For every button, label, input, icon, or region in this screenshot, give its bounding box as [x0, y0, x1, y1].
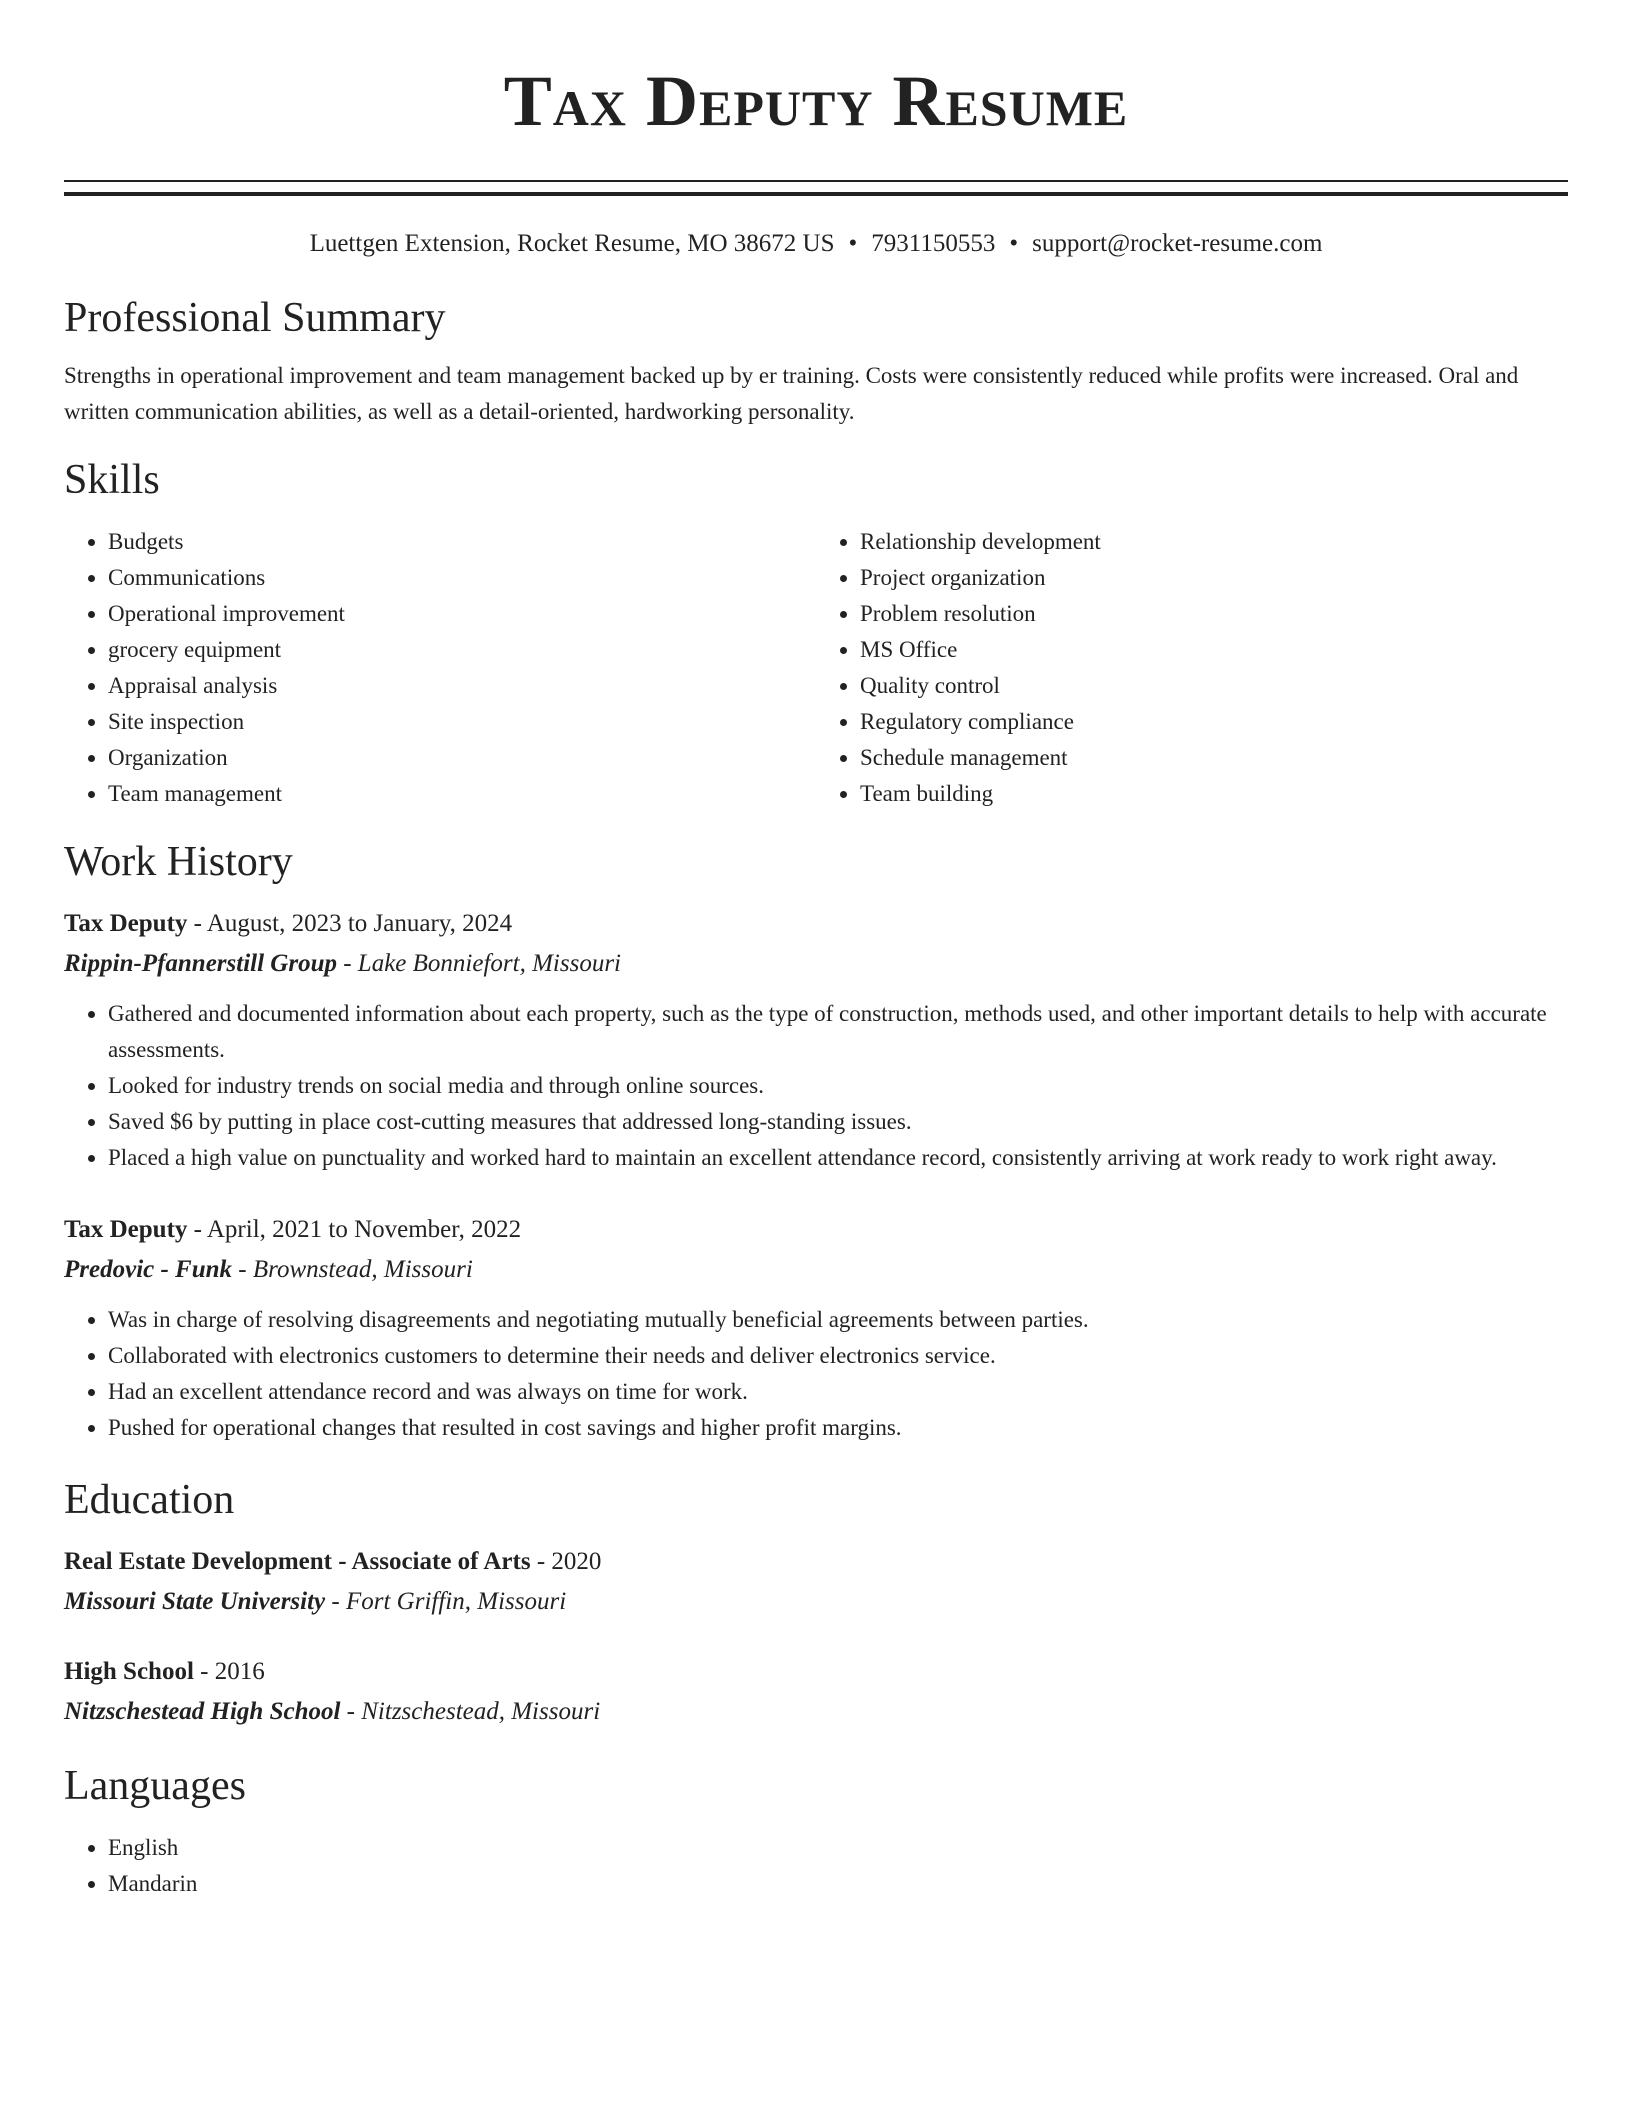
education-degree: High School: [64, 1658, 194, 1685]
job-duty: • Saved $6 by putting in place cost-cutting measures that addressed long-standing issues.: [108, 1104, 1568, 1140]
skill-item: • Communications: [108, 560, 816, 596]
skill-item: • Operational improvement: [108, 596, 816, 632]
job-location: - Brownstead, Missouri: [232, 1256, 473, 1283]
job-title: Tax Deputy: [64, 910, 188, 937]
skills-section: [64, 452, 1568, 812]
skill-item: • Site inspection: [108, 704, 816, 740]
skill-item: • Team building: [860, 776, 1568, 812]
job-duty: • Looked for industry trends on social media and through online sources.: [108, 1068, 1568, 1104]
job-header: [64, 904, 1568, 944]
job-header: [64, 1210, 1568, 1250]
job-duty: • Was in charge of resolving disagreements and negotiating mutually beneficial agreements between parties.: [108, 1302, 1568, 1338]
education-school: Nitzschestead High School: [64, 1698, 341, 1725]
education-degree: Real Estate Development - Associate of Arts: [64, 1548, 531, 1575]
job-duty: • Placed a high value on punctuality and worked hard to maintain an excellent attendance record, consistently arriving at work ready to work right away.: [108, 1140, 1568, 1176]
section-heading-summary: Professional Summary: [64, 295, 446, 341]
skills-grid: [64, 524, 1568, 812]
skill-item: • Regulatory compliance: [860, 704, 1568, 740]
job-location: - Lake Bonniefort, Missouri: [336, 950, 621, 977]
resume-title: Tax Deputy Resume: [503, 61, 1129, 141]
skill-item: • Project organization: [860, 560, 1568, 596]
job-dates: - April, 2021 to November, 2022: [187, 1216, 522, 1243]
skill-item: • Quality control: [860, 668, 1568, 704]
professional-summary-section: [64, 290, 1568, 430]
job-entry: [64, 904, 1568, 1176]
section-heading-languages: Languages: [64, 1763, 246, 1809]
job-duty: • Gathered and documented information about each property, such as the type of construction, methods used, and other important details to help with accurate assessments.: [108, 996, 1568, 1068]
education-location: - Fort Griffin, Missouri: [325, 1588, 567, 1615]
education-header: [64, 1652, 1568, 1692]
education-year: - 2016: [193, 1658, 265, 1685]
languages-list: [64, 1830, 1568, 1902]
education-school: Missouri State University: [64, 1588, 326, 1615]
education-location: - Nitzschestead, Missouri: [340, 1698, 601, 1725]
education-year: - 2020: [530, 1548, 602, 1575]
education-entry: [64, 1542, 1568, 1622]
job-employer-line: [64, 1250, 1568, 1290]
section-heading-skills: Skills: [64, 457, 160, 503]
job-duties-list: [64, 1302, 1568, 1446]
education-school-line: [64, 1582, 1568, 1622]
job-duty: • Collaborated with electronics customers to determine their needs and deliver electronics service.: [108, 1338, 1568, 1374]
job-duty: • Pushed for operational changes that resulted in cost savings and higher profit margins.: [108, 1410, 1568, 1446]
language-item: • Mandarin: [108, 1866, 1568, 1902]
education-entry: [64, 1652, 1568, 1732]
contact-separator: •: [1009, 230, 1019, 257]
job-duty: • Had an excellent attendance record and was always on time for work.: [108, 1374, 1568, 1410]
section-heading-education: Education: [64, 1477, 235, 1523]
work-history-section: [64, 834, 1568, 1446]
skill-item: • Organization: [108, 740, 816, 776]
skill-item: • grocery equipment: [108, 632, 816, 668]
job-title: Tax Deputy: [64, 1216, 188, 1243]
education-school-line: [64, 1692, 1568, 1732]
skill-item: • Schedule management: [860, 740, 1568, 776]
skill-item: • MS Office: [860, 632, 1568, 668]
language-item: • English: [108, 1830, 1568, 1866]
title-divider: [64, 180, 1568, 196]
job-entry: [64, 1210, 1568, 1446]
skill-item: • Appraisal analysis: [108, 668, 816, 704]
contact-line: [64, 226, 1568, 262]
contact-separator: •: [848, 230, 858, 257]
summary-text: Strengths in operational improvement and team management backed up by er training. Costs were consistently reduced while profits were increased. Oral and written communication abilities, as well as a detail-oriented, hardworking personality.: [64, 363, 1519, 424]
contact-email: support@rocket-resume.com: [1032, 230, 1323, 257]
education-header: [64, 1542, 1568, 1582]
job-dates: - August, 2023 to January, 2024: [187, 910, 513, 937]
job-company: Predovic - Funk: [64, 1256, 233, 1283]
job-employer-line: [64, 944, 1568, 984]
education-section: [64, 1472, 1568, 1732]
languages-section: [64, 1758, 1568, 1902]
skill-item: • Team management: [108, 776, 816, 812]
skill-item: • Budgets: [108, 524, 816, 560]
contact-address: Luettgen Extension, Rocket Resume, MO 38672 US: [309, 230, 835, 257]
skills-column-right: [816, 524, 1568, 812]
contact-phone: 7931150553: [871, 230, 996, 257]
job-company: Rippin-Pfannerstill Group: [64, 950, 337, 977]
skill-item: • Problem resolution: [860, 596, 1568, 632]
skill-item: • Relationship development: [860, 524, 1568, 560]
job-duties-list: [64, 996, 1568, 1176]
section-heading-work-history: Work History: [64, 839, 293, 885]
skills-column-left: [64, 524, 816, 812]
